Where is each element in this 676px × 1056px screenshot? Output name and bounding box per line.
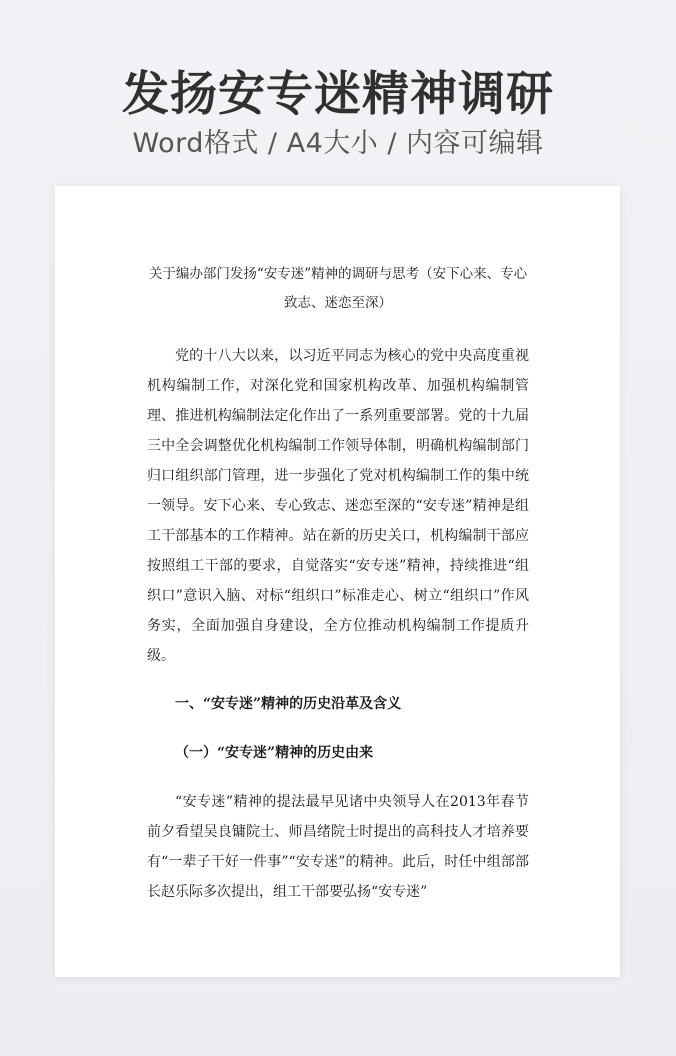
intro-paragraph: 党的十八大以来，以习近平同志为核心的党中央高度重视机构编制工作，对深化党和国家机构改革、加强机构编制管理、推进机构编制法定化作出了一系列重要部署。党的十九届三中全会调整优化机构编制工作领导体制，明确机构编制部门归口组织部门管理，进一步强化了党对机构编制工作的集中统一领导。安下心来、专心致志、迷恋至深的“安专迷”精神是组工干部基本的工作精神。站在新的历史关口，机构编制干部应按照组工干部的要求，自觉落实“安专迷”精神，持续推进“组织口”意识入脑、对标“组织口”标准走心、树立“组织口”作风务实，全面加强自身建设，全方位推动机构编制工作提质升级。 <box>147 348 529 664</box>
section-heading: 一、“安专迷”精神的历史沿革及含义 <box>175 696 402 712</box>
banner-header <box>0 66 676 162</box>
history-paragraph: “安专迷”精神的提法最早见诸中央领导人在2013年春节前夕看望吴良镛院士、师昌绪院士时提出的高科技人才培养要有“一辈子干好一件事”“安专迷”的精神。此后，时任中组部部长赵乐际多次提出，组工干部要弘扬“安专迷” <box>147 794 529 900</box>
banner-subtitle: Word格式 / A4大小 / 内容可编辑 <box>132 128 544 159</box>
document-title: 关于编办部门发扬“安专迷”精神的调研与思考（安下心来、专心致志、迷恋至深） <box>148 266 528 311</box>
banner-title: 发扬安专迷精神调研 <box>122 67 554 122</box>
document-page-preview <box>55 186 620 977</box>
document-content <box>147 260 529 907</box>
subsection-heading: （一）“安专迷”精神的历史由来 <box>175 745 374 761</box>
